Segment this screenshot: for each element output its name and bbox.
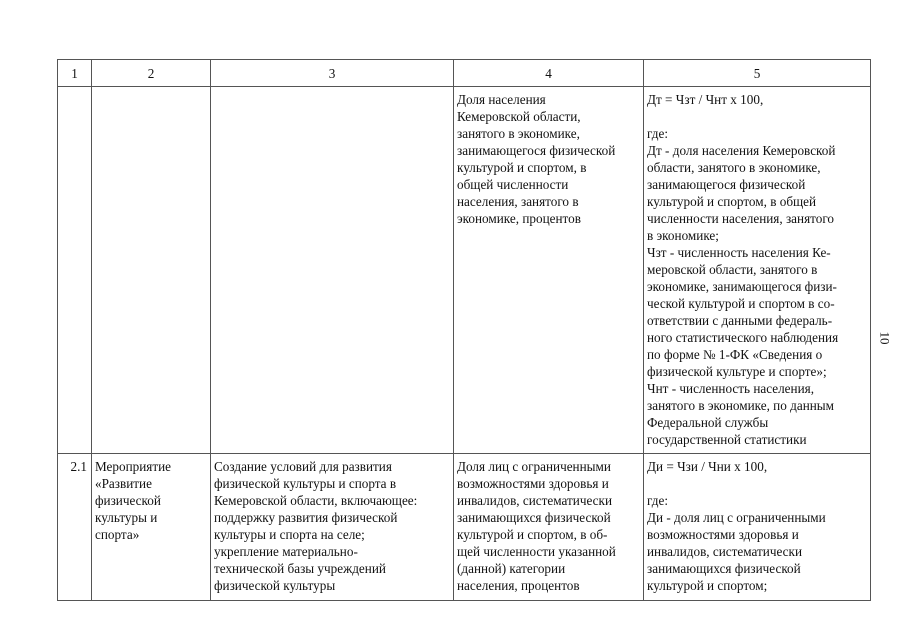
activity-name-cell: Мероприятие «Развитие физической культуры и спорта» [92,454,211,601]
formula-text: Ди = Чзи / Чни х 100, [647,459,768,474]
formula-text: Дт = Чзт / Чнт х 100, [647,92,764,107]
formula-explanation: где: Дт - доля населения Кемеровской области, занятого в экономике, занимающегося физической культурой и спортом, в общей численности населения, занятого в экономике; Чзт - численность населения Ке- меровской области, занятого в экономике, занимающегося физи- ческой культурой и спортом в со- ответствии с данными федераль- ного статистического наблюдения по форме № 1-ФК «Сведения о физической культуре и спорте»; Чнт - численность населения, занятого в экономике, по данным Федеральной службы государственной статистики [647,126,839,447]
indicator-name-cell: Доля лиц с ограниченными возможностями здоровья и инвалидов, систематически занимающихся физической культурой и спортом, в об- щей численности указанной (данной) категории населения, процентов [454,454,644,601]
page-number: 10 [877,331,893,345]
header-row [58,60,871,87]
activity-name-cell [92,87,211,454]
table-row [58,454,871,601]
activity-description-cell: Создание условий для развития физической культуры и спорта в Кемеровской области, включающее: поддержку развития физической культуры и спорта на селе; укрепление материально- технической базы учреждений физической культуры [211,454,454,601]
table-row [58,87,871,454]
header-cell-1: 1 [58,60,92,87]
header-cell-2: 2 [92,60,211,87]
header-cell-3: 3 [211,60,454,87]
formula-explanation: где: Ди - доля лиц с ограниченными возможностями здоровья и инвалидов, систематически занимающихся физической культурой и спортом; [647,493,826,593]
indicator-name-cell: Доля населения Кемеровской области, занятого в экономике, занимающегося физической культурой и спортом, в общей численности населения, занятого в экономике, процентов [454,87,644,454]
header-cell-4: 4 [454,60,644,87]
header-cell-5: 5 [644,60,871,87]
row-number-cell [58,87,92,454]
indicator-formula-cell [644,454,871,601]
activity-description-cell [211,87,454,454]
document-table [57,59,871,601]
indicator-formula-cell [644,87,871,454]
row-number-cell: 2.1 [58,454,92,601]
